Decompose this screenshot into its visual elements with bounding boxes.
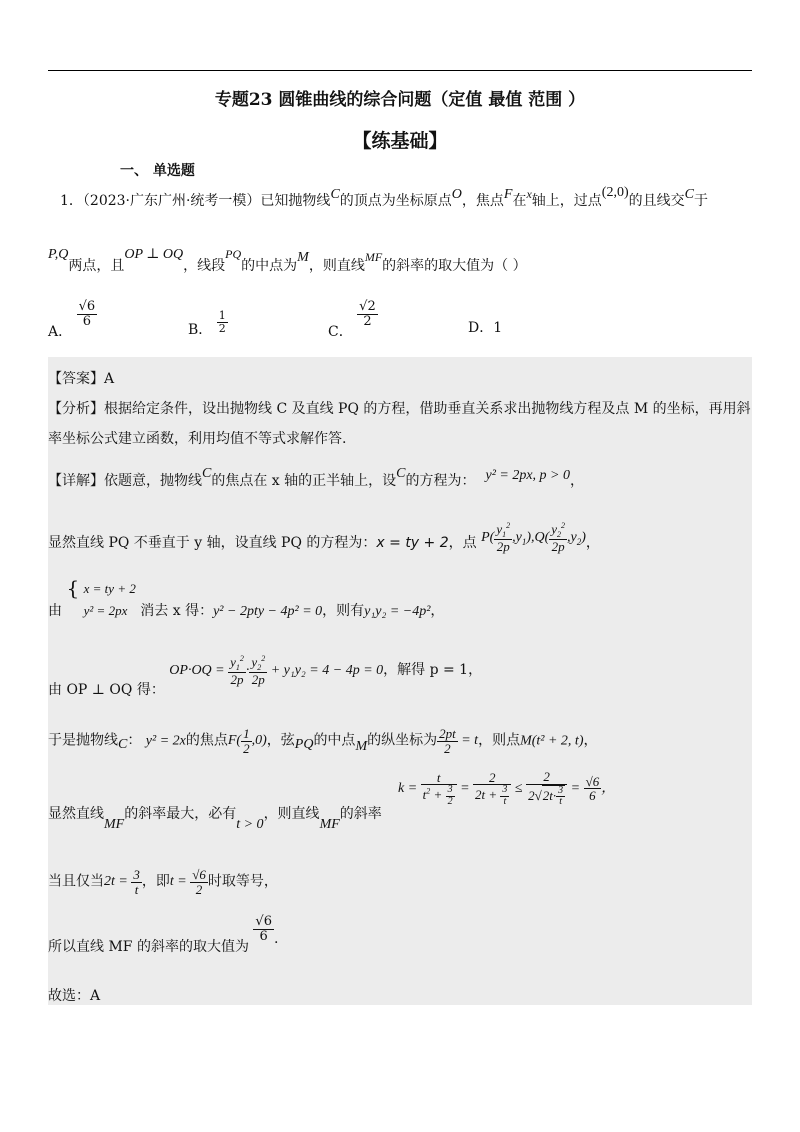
question-text: 的且线交	[628, 193, 685, 209]
focus-point: F( $\frac{1}{2}$ ,0)	[227, 726, 267, 756]
var-C: C	[396, 466, 406, 481]
equation-system: x = ty + 2 y² = 2px	[83, 581, 136, 618]
line-pq-equation: x = ty + 2	[376, 535, 449, 552]
choose-line: 故选：A	[48, 988, 101, 1004]
top-rule	[48, 70, 752, 71]
point-2-0: (2,0)	[601, 185, 629, 200]
detail-line-5: 于是抛物线C： y² = 2x的焦点F( $\frac{1}{2}$ ,0)，弦PQ的中点M的纵坐标为 $\frac{2pt}{2}$ = t，则点M(t² + 2, t)，	[48, 726, 598, 756]
product-equation: y₁y₂ = −4p²	[364, 604, 431, 619]
parabola-equation: y² = 2px, p > 0	[485, 468, 571, 483]
var-MF: MF	[319, 817, 340, 832]
var-C: C	[202, 466, 212, 481]
var-PQ: PQ	[294, 737, 314, 753]
point-M: M(t² + 2, t)	[520, 733, 584, 749]
question-text: ，焦点	[461, 193, 504, 209]
option-b-label: B．	[188, 322, 213, 339]
max-slope-value: $\frac{√6}{6}$	[255, 914, 272, 944]
option-b[interactable]	[188, 309, 228, 339]
option-d-value: 1	[493, 320, 503, 336]
section-heading: 一、 单选题	[120, 163, 195, 179]
option-b-value: $\frac{1}{2}$	[218, 309, 226, 335]
page-title: 专题23 圆锥曲线的综合问题（定值 最值 范围 ）	[214, 90, 586, 110]
var-F: F	[503, 187, 513, 202]
var-O: O	[451, 187, 462, 202]
question-text: ，则直线	[308, 258, 365, 274]
question-text: 于	[693, 193, 708, 209]
var-M: M	[355, 739, 368, 755]
answer-line: 【答案】A	[48, 371, 115, 387]
question-text: 的中点为	[241, 258, 298, 274]
option-a-value: $\frac{√6}{6}$	[78, 299, 96, 329]
option-c[interactable]	[328, 299, 378, 341]
parabola-y2-2x: y² = 2x	[145, 733, 186, 749]
t-positive: t > 0	[236, 817, 264, 832]
page-subtitle: 【练基础】	[352, 130, 448, 152]
analysis-line-2: 率坐标公式建立函数，利用均值不等式求解作答.	[48, 431, 347, 447]
question-line-2	[48, 247, 527, 275]
var-PQ-points: P,Q	[48, 247, 69, 262]
quadratic-equation: y² − 2pty − 4p² = 0	[213, 604, 323, 619]
var-MF: MF	[364, 250, 383, 264]
midpoint-ordinate: $\frac{2pt}{2}$ = t	[439, 726, 479, 756]
var-C: C	[684, 187, 694, 202]
perp-condition: OP ⊥ OQ	[124, 247, 184, 262]
option-c-value: $\frac{√2}{2}$	[359, 299, 376, 329]
option-d[interactable]	[468, 317, 502, 337]
var-C: C	[330, 187, 340, 202]
equality-condition: 2t = $\frac{3}{t}$	[104, 867, 140, 897]
detail-line-6: 显然直线MF的斜率最大，必有t > 0，则直线MF的斜率	[48, 806, 382, 832]
option-c-label: C．	[328, 324, 353, 341]
detail-line-4: 由 OP ⊥ OQ 得： OP·OQ = $\frac{y_1^2}{2p}$ · $\frac{y_2^2}{2p}$ + y₁y₂ = 4 − 4p = 0，解得 p = 1，	[48, 654, 483, 699]
dot-product-equation: OP·OQ = $\frac{y_1^2}{2p}$ · $\frac{y_2^2}{2p}$ + y₁y₂ = 4 − 4p = 0	[169, 654, 384, 688]
detail-line-7: 当且仅当2t = $\frac{3}{t}$ ，即t = $\frac{√6}{2}$ 时取等号，	[48, 867, 278, 897]
var-PQ: PQ	[225, 247, 242, 261]
detail-line-8: 所以直线 MF 的斜率的取大值为 $\frac{√6}{6}$ .	[48, 914, 279, 956]
detail-line-1: 【详解】依题意，抛物线C的焦点在 x 轴的正半轴上，设C的方程为： y² = 2px, p > 0，	[48, 466, 585, 489]
var-MF: MF	[104, 817, 125, 832]
question-text: 在	[512, 193, 527, 209]
t-value: t = $\frac{√6}{2}$	[169, 867, 206, 897]
option-a[interactable]	[48, 299, 97, 341]
detail-line-3: 由 { x = ty + 2 y² = 2px 消去 x 得：y² − 2pty − 4p² = 0，则有y₁y₂ = −4p²，	[48, 578, 444, 622]
question-line-1	[60, 185, 708, 210]
question-prefix: 1．（2023·广东广州·统考一模）已知抛物线	[60, 193, 331, 209]
analysis-line-1: 【分析】根据给定条件，设出抛物线 C 及直线 PQ 的方程，借助垂直关系求出抛物线方程及点 M 的坐标，再用斜	[48, 401, 751, 417]
var-x: x	[526, 187, 532, 201]
option-d-label: D．	[468, 320, 494, 336]
slope-inequality: k = t $t^2$ + $\frac{3}{2}$ = 2 2t + $\frac{3}{t}$ ≤ 2 2√2t· $\frac{3}{t}$ = $\frac{√6}{6}$ ，	[398, 769, 616, 808]
var-C: C	[118, 737, 128, 753]
option-a-label: A．	[48, 324, 73, 341]
question-text: ，线段	[183, 258, 226, 274]
question-text: 轴上，过点	[531, 193, 602, 209]
question-text: 两点，且	[68, 258, 125, 274]
question-text: 的顶点为坐标原点	[339, 193, 452, 209]
detail-line-2: 显然直线 PQ 不垂直于 y 轴，设直线 PQ 的方程为：x = ty + 2，点 P( $\frac{y_1^2}{2p}$ $,y_1),Q$( $\frac{y_2^2}{2p}$ $,y_2$)，	[48, 521, 600, 555]
question-text: 的斜率的取大值为（ ）	[382, 258, 527, 274]
points-pq: P( $\frac{y_1^2}{2p}$ $,y_1),Q$( $\frac{y_2^2}{2p}$ $,y_2$)	[481, 521, 586, 555]
var-M: M	[297, 250, 309, 265]
